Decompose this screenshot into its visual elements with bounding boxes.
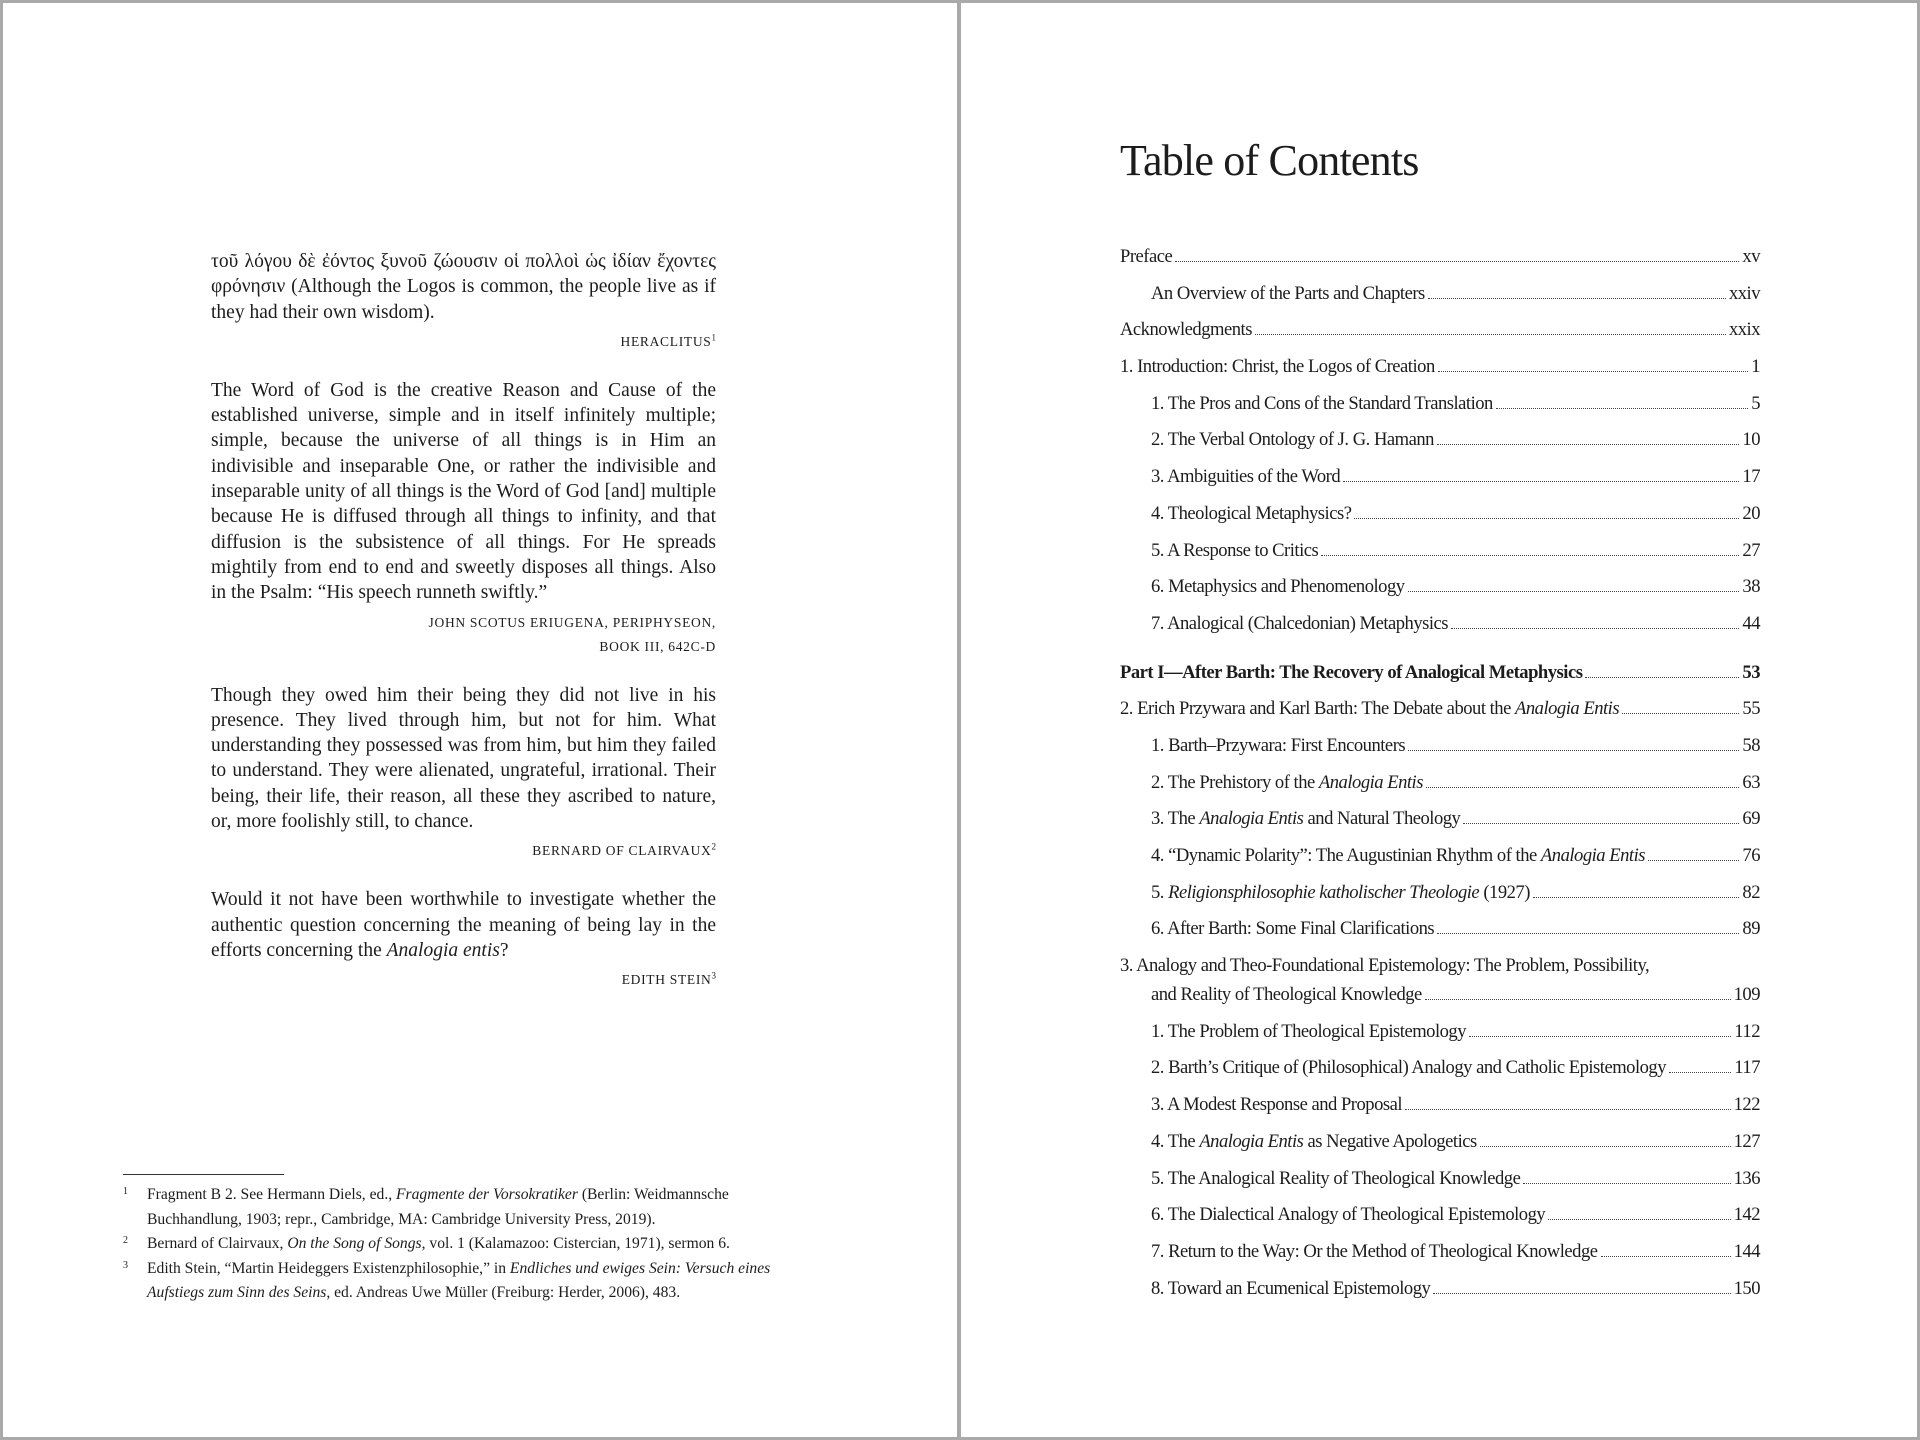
- toc-entry[interactable]: 6. After Barth: Some Final Clarifications 89: [1120, 915, 1760, 952]
- toc-entry[interactable]: 4. “Dynamic Polarity”: The Augustinian Rhythm of the Analogia Entis 76: [1120, 842, 1760, 879]
- toc-entry[interactable]: 3. Analogy and Theo-Foundational Epistemology: The Problem, Possibility,: [1120, 955, 1650, 977]
- footnote-number: 2: [123, 1235, 128, 1246]
- toc-page-number: 82: [1742, 881, 1760, 903]
- right-page: [961, 3, 1917, 1437]
- toc-entry[interactable]: 2. The Prehistory of the Analogia Entis 63: [1120, 769, 1760, 806]
- left-page: [3, 3, 957, 1437]
- epigraph-text: Would it not have been worthwhile to investigate whether the authentic question concerning the meaning of being lay in the efforts concerning the Analogia entis?: [211, 889, 716, 961]
- epigraph-attribution: JOHN SCOTUS ERIUGENA, PERIPHYSEON, BOOK III, 642C-D: [428, 614, 716, 654]
- toc-page-number: 20: [1742, 502, 1760, 524]
- table-of-contents: [1120, 243, 1760, 1311]
- toc-page-number: 150: [1733, 1277, 1760, 1299]
- toc-page-number: 1: [1751, 356, 1760, 378]
- toc-entry-continued[interactable]: and Reality of Theological Knowledge 109: [1120, 981, 1760, 1018]
- toc-entry[interactable]: Acknowledgments xxix: [1120, 316, 1760, 353]
- footnotes: [123, 1183, 823, 1306]
- toc-entry[interactable]: 5. The Analogical Reality of Theological Knowledge 136: [1120, 1165, 1760, 1202]
- epigraph-attribution: BERNARD OF CLAIRVAUX$^2$: [532, 841, 716, 859]
- toc-entry[interactable]: 1. Barth–Przywara: First Encounters 58: [1120, 732, 1760, 769]
- toc-page-number: 38: [1742, 576, 1760, 598]
- toc-entry[interactable]: 3. A Modest Response and Proposal 122: [1120, 1091, 1760, 1128]
- toc-page-number: 58: [1742, 734, 1760, 756]
- toc-entry[interactable]: 4. The Analogia Entis as Negative Apologetics 127: [1120, 1128, 1760, 1165]
- epigraph-attribution: HERACLITUS$^1$: [620, 332, 716, 349]
- epigraph-text: Though they owed him their being they did not live in his presence. They lived through him, but not for him. What understanding they possessed was from him, but him they failed to understand. They were alienated, ungrateful, irrational. Their being, their life, their reason, all these they ascribed to nature, or, more foolishly still, to chance.: [211, 684, 716, 833]
- toc-entry[interactable]: 7. Analogical (Chalcedonian) Metaphysics 44: [1120, 610, 1760, 647]
- toc-entry[interactable]: 4. Theological Metaphysics? 20: [1120, 500, 1760, 537]
- toc-entry[interactable]: 6. Metaphysics and Phenomenology 38: [1120, 573, 1760, 610]
- toc-page-number: 142: [1733, 1204, 1760, 1226]
- epigraph-text: The Word of God is the creative Reason and Cause of the established universe, simple and in itself infinitely multiple; simple, because the universe of all things is in Him an indivisible and inseparable One, or rather the indivisible and inseparable unity of all things is the Word of God [and] multiple because He is diffused through all things to infinity, and that diffusion is the subsistence of all things. For He spreads mightily from end to end and sweetly disposes all things. Also in the Psalm: “His speech runneth swiftly.”: [211, 379, 716, 604]
- toc-entry[interactable]: 8. Toward an Ecumenical Epistemology 150: [1120, 1275, 1760, 1312]
- toc-entry[interactable]: An Overview of the Parts and Chapters xxiv: [1120, 280, 1760, 317]
- toc-page-number: 109: [1733, 984, 1760, 1006]
- epigraph: [211, 887, 716, 992]
- toc-entry[interactable]: 2. Erich Przywara and Karl Barth: The Debate about the Analogia Entis 55: [1120, 695, 1760, 732]
- toc-entry[interactable]: 2. Barth’s Critique of (Philosophical) Analogy and Catholic Epistemology 117: [1120, 1054, 1760, 1091]
- toc-page-number: 112: [1734, 1020, 1760, 1042]
- toc-entry[interactable]: 1. The Problem of Theological Epistemology 112: [1120, 1018, 1760, 1055]
- toc-page-number: 27: [1742, 539, 1760, 561]
- footnote-rule: [123, 1174, 284, 1175]
- epigraph: [211, 249, 716, 354]
- toc-page-number: 144: [1733, 1240, 1760, 1262]
- footnote-number: 1: [123, 1186, 128, 1197]
- toc-page-number: xxix: [1728, 319, 1760, 341]
- page-title: Table of Contents: [1120, 136, 1419, 185]
- epigraph-attribution: EDITH STEIN$^3$: [621, 970, 716, 988]
- toc-page-number: xxiv: [1728, 282, 1760, 304]
- footnote: 1 Fragment B 2. See Hermann Diels, ed., Fragmente der Vorsokratiker (Berlin: Weidmannsche Buchhandlung, 1903; repr., Cambridge, MA: Cambridge University Press, 2019).: [123, 1183, 823, 1232]
- footnote-ref[interactable]: 2: [711, 841, 716, 852]
- toc-entry[interactable]: 1. Introduction: Christ, the Logos of Creation 1: [1120, 353, 1760, 390]
- toc-page-number: 136: [1733, 1167, 1760, 1189]
- epigraph: [211, 378, 716, 659]
- epigraph-text: τοῦ λόγου δὲ ἐόντος ξυνοῦ ζώουσιν οἱ πολλοὶ ὡς ἰδίαν ἔχοντες φρόνησιν (Although the Logos is common, the people live as if they had their own wisdom).: [211, 251, 716, 323]
- toc-page-number: 122: [1733, 1094, 1760, 1116]
- toc-page-number: 89: [1742, 918, 1760, 940]
- footnote: 3 Edith Stein, “Martin Heideggers Existenzphilosophie,” in Endliches und ewiges Sein: Versuch eines Aufstiegs zum Sinn des Seins, ed. Andreas Uwe Müller (Freiburg: Herder, 2006), 483.: [123, 1257, 823, 1306]
- toc-page-number: 17: [1742, 466, 1760, 488]
- toc-page-number: 127: [1733, 1130, 1760, 1152]
- toc-entry[interactable]: 1. The Pros and Cons of the Standard Translation 5: [1120, 390, 1760, 427]
- toc-page-number: 5: [1751, 392, 1760, 414]
- epigraphs: [211, 249, 716, 1016]
- toc-part-heading[interactable]: Part I—After Barth: The Recovery of Analogical Metaphysics 53: [1120, 659, 1760, 696]
- footnote-number: 3: [123, 1259, 128, 1271]
- toc-page-number: 69: [1742, 808, 1760, 830]
- toc-entry[interactable]: Preface xv: [1120, 243, 1760, 280]
- toc-page-number: 44: [1742, 612, 1760, 634]
- toc-page-number: 117: [1734, 1057, 1760, 1079]
- toc-entry[interactable]: 3. The Analogia Entis and Natural Theology 69: [1120, 805, 1760, 842]
- toc-entry[interactable]: 3. Ambiguities of the Word 17: [1120, 463, 1760, 500]
- toc-entry[interactable]: 5. Religionsphilosophie katholischer Theologie (1927) 82: [1120, 879, 1760, 916]
- toc-entry[interactable]: 2. The Verbal Ontology of J. G. Hamann 10: [1120, 426, 1760, 463]
- epigraph: [211, 683, 716, 864]
- toc-page-number: 76: [1742, 845, 1760, 866]
- toc-page-number: 55: [1742, 698, 1760, 720]
- toc-entry[interactable]: 5. A Response to Critics 27: [1120, 537, 1760, 574]
- toc-entry[interactable]: 6. The Dialectical Analogy of Theological Epistemology 142: [1120, 1201, 1760, 1238]
- footnote: 2 Bernard of Clairvaux, On the Song of Songs, vol. 1 (Kalamazoo: Cistercian, 1971), sermon 6.: [123, 1232, 823, 1257]
- footnote-ref[interactable]: 3: [711, 970, 716, 981]
- toc-page-number: 53: [1742, 661, 1760, 683]
- toc-entry[interactable]: 7. Return to the Way: Or the Method of Theological Knowledge 144: [1120, 1238, 1760, 1275]
- footnote-ref[interactable]: 1: [711, 332, 716, 343]
- toc-page-number: 10: [1742, 429, 1760, 451]
- toc-page-number: 63: [1742, 771, 1760, 793]
- toc-page-number: xv: [1742, 246, 1760, 267]
